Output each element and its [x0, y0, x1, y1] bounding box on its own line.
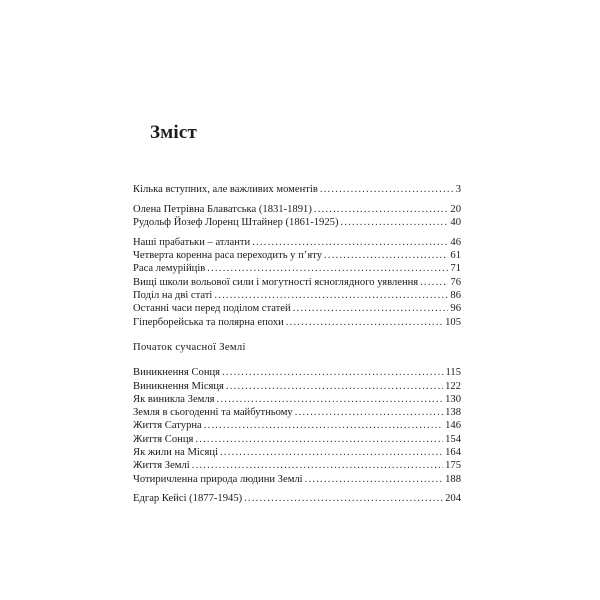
toc-entry [133, 302, 461, 315]
toc-entry [133, 459, 461, 472]
toc-entry [133, 249, 461, 262]
toc-entry-label: Олена Петрівна Блаватська (1831-1891) [133, 203, 312, 215]
toc-entry [133, 406, 461, 419]
toc-entry [133, 492, 461, 505]
toc-entry [133, 289, 461, 302]
toc-entry [133, 276, 461, 289]
toc-entry-label: Виникнення Місяця [133, 380, 224, 392]
toc-entry-page: 188 [445, 473, 461, 485]
section-heading: Початок сучасної Землі [133, 341, 246, 353]
toc-entry-label: Гіперборейська та полярна епохи [133, 316, 284, 328]
toc-entry [133, 380, 461, 393]
dot-leader [324, 249, 448, 262]
toc-entry-label: Чотиричленна природа людини Землі [133, 473, 303, 485]
dot-leader [340, 216, 448, 229]
toc-entry-label: Рудольф Йозеф Лоренц Штайнер (1861-1925) [133, 217, 339, 229]
toc-entry-page: 138 [445, 407, 461, 419]
toc-entry [133, 262, 461, 275]
toc-entry-label: Кілька вступних, але важливих моментів [133, 184, 318, 195]
toc-entry-label: Поділ на дві статі [133, 290, 213, 302]
toc-entry-page: 130 [445, 393, 461, 405]
dot-leader [220, 446, 443, 459]
toc-entry-page: 122 [445, 380, 461, 392]
toc-entry-page: 71 [450, 263, 461, 275]
toc-entry [133, 203, 461, 216]
toc-entry-label: Останні часи перед поділом статей [133, 303, 291, 315]
toc-entry-label: Як виникла Земля [133, 393, 215, 405]
toc-entry-page: 204 [445, 493, 461, 505]
toc-entry [133, 236, 461, 249]
toc-entry [133, 393, 461, 406]
spacer [133, 354, 461, 366]
toc-entry-page: 96 [450, 303, 461, 315]
dot-leader [286, 316, 443, 329]
toc-entry-page: 146 [445, 420, 461, 432]
dot-leader [195, 433, 443, 446]
toc-entry-label: Життя Землі [133, 460, 190, 472]
toc-entry-page: 175 [445, 460, 461, 472]
toc-entry-page: 164 [445, 447, 461, 459]
toc-entry [133, 473, 461, 486]
dot-leader [314, 203, 449, 216]
toc-entry-page: 105 [445, 316, 461, 328]
toc-entry-page: 115 [445, 367, 461, 379]
toc-entry-label: Як жили на Місяці [133, 447, 219, 459]
dot-leader [214, 289, 448, 302]
dot-leader [226, 380, 443, 393]
dot-leader [252, 236, 448, 249]
toc-entry-page: 154 [445, 433, 461, 445]
toc-entry [133, 366, 461, 379]
dot-leader [293, 302, 449, 315]
toc-entry [133, 419, 461, 432]
toc-entry-page: 61 [450, 250, 461, 262]
toc-entry-label: Едгар Кейсі (1877-1945) [133, 493, 243, 505]
dot-leader [320, 183, 454, 196]
toc-entry-label: Вищі школи вольової сили і могутності ясноглядного уявлення [133, 276, 419, 288]
toc-entry-label: Четверта коренна раса переходить у п’яту [133, 250, 322, 262]
toc-entry-label: Раса лемурійців [133, 263, 206, 275]
toc-entry-page: 46 [450, 236, 461, 248]
toc-entry [133, 216, 461, 229]
dot-leader [222, 366, 443, 379]
toc-entry [133, 433, 461, 446]
toc-entry [133, 446, 461, 459]
toc-entry [133, 316, 461, 329]
dot-leader [204, 419, 443, 432]
page-title: Зміст [150, 122, 198, 143]
toc-entry-page: 3 [455, 184, 461, 195]
spacer [133, 329, 461, 341]
toc-entry-label: Земля в сьогоденні та майбутньому [133, 407, 293, 419]
toc-entry-label: Життя Сатурна [133, 420, 202, 432]
table-of-contents [133, 183, 461, 506]
toc-entry-page: 20 [450, 203, 461, 215]
toc-entry-label: Життя Сонця [133, 433, 194, 445]
toc-entry-page: 40 [450, 217, 461, 229]
dot-leader [305, 473, 443, 486]
toc-entry-label: Наші прабатьки – атланти [133, 236, 251, 248]
dot-leader [295, 406, 443, 419]
dot-leader [207, 262, 448, 275]
dot-leader [420, 276, 448, 289]
dot-leader [217, 393, 444, 406]
toc-entry-page: 76 [450, 276, 461, 288]
toc-entry [133, 183, 461, 196]
dot-leader [244, 492, 443, 505]
dot-leader [192, 459, 443, 472]
toc-entry-label: Виникнення Сонця [133, 367, 221, 379]
toc-entry-page: 86 [450, 290, 461, 302]
